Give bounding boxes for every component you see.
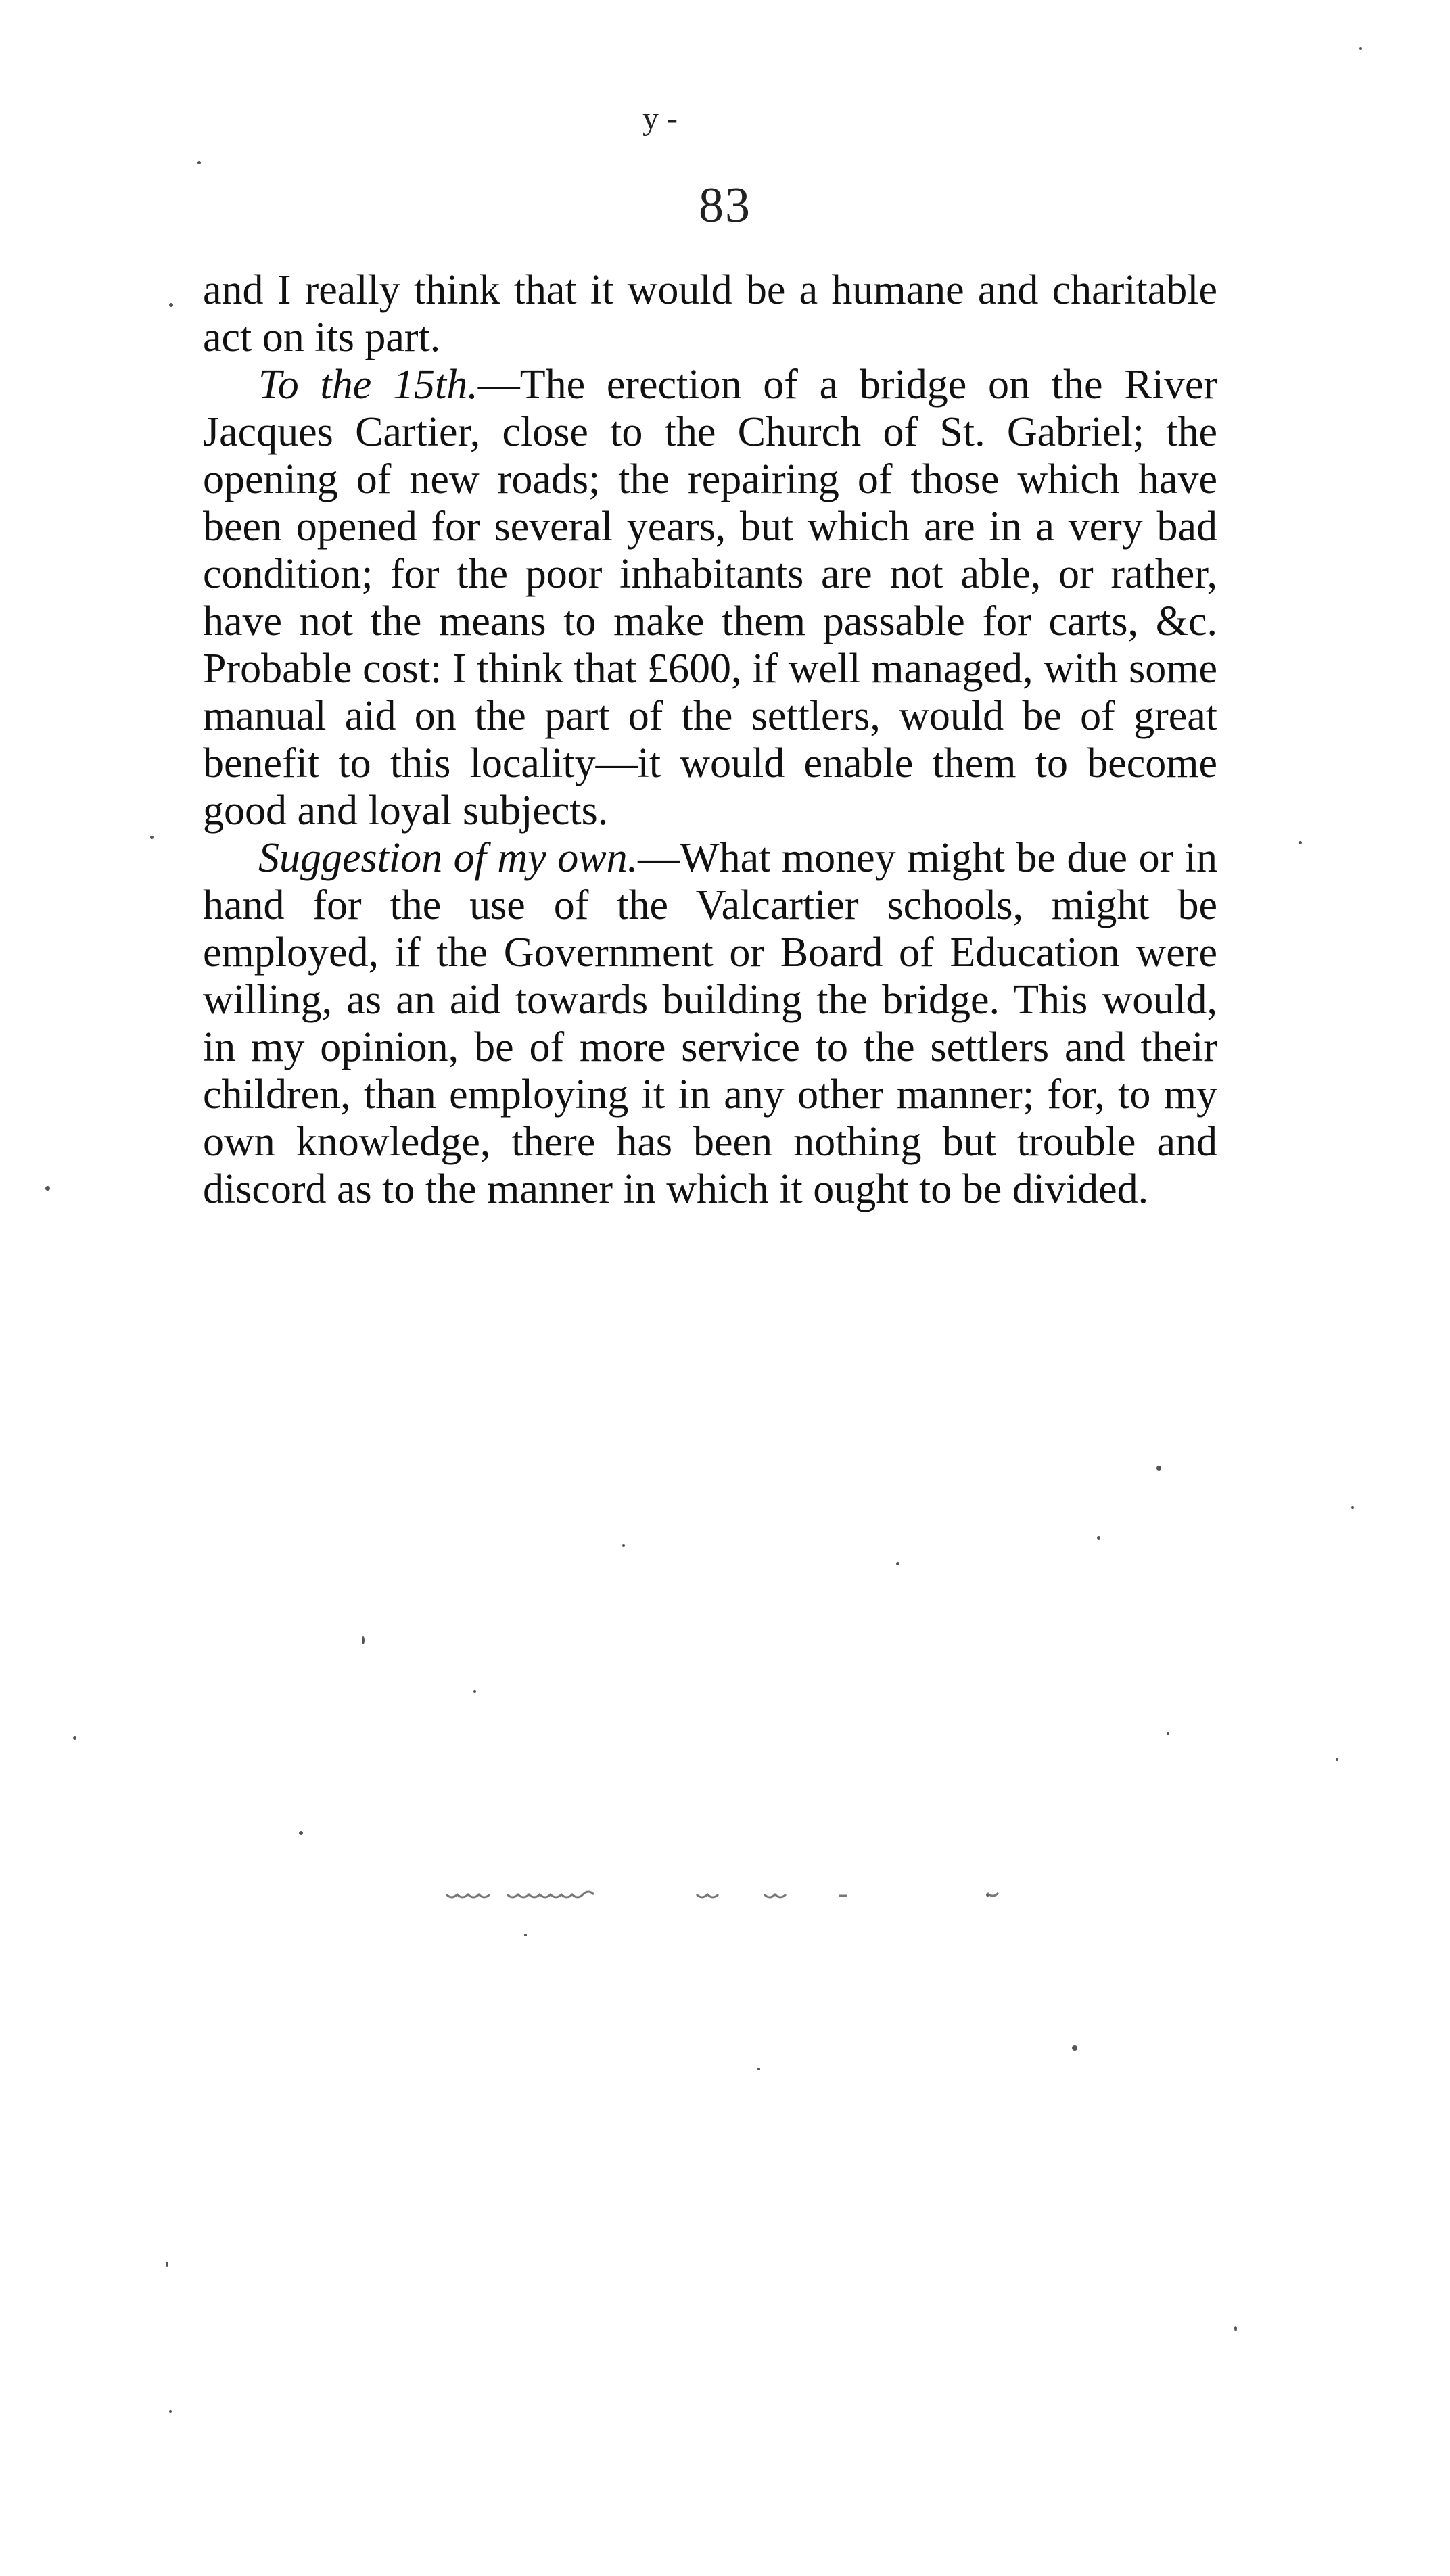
scan-speck xyxy=(166,2262,168,2267)
faint-scan-marks-svg xyxy=(446,1886,1069,1903)
scan-speck xyxy=(1072,2045,1077,2051)
scan-speck xyxy=(1156,1466,1161,1471)
scan-speck xyxy=(45,1186,50,1191)
scan-speck xyxy=(73,1736,76,1740)
paragraph-fifteenth-lead: To the 15th. xyxy=(258,362,478,408)
scan-speck xyxy=(362,1636,365,1644)
scan-speck xyxy=(1299,841,1302,844)
paragraph-suggestion xyxy=(203,834,1217,1213)
scan-speck xyxy=(150,836,154,839)
scan-speck xyxy=(169,2410,172,2413)
scan-speck xyxy=(757,2068,760,2070)
paragraph-suggestion-lead: Suggestion of my own. xyxy=(258,835,638,881)
page-number: 83 xyxy=(699,178,751,233)
faint-scan-marks xyxy=(446,1886,1069,1903)
scan-speck xyxy=(1351,1506,1354,1509)
top-margin-mark: y - xyxy=(642,101,678,137)
scan-speck xyxy=(524,1934,527,1936)
paragraph-fifteenth-text: —The erection of a bridge on the River Jacques Cartier, close to the Church of St. Gabriel; the opening of new roads; the repairing of those which have been opened for several years, but which are in a very bad condition; for the poor inhabitants are not able, or rather, have not the means to make them passable for carts, &c. Probable cost: I think that £600, if well managed, with some manual aid on the part of the settlers, would be of great benefit to this locality—it would enable them to become good and loyal subjects. xyxy=(203,362,1218,834)
paragraph-suggestion-text: —What money might be due or in hand for the use of the Valcartier schools, might be employed, if the Government or Board of Education were willing, as an aid towards building the bridge. This would, in my opinion, be of more service to the settlers and their children, than employing it in any other manner; for, to my own knowledge, there has been nothing but trouble and discord as to the manner in which it ought to be divided. xyxy=(203,835,1217,1212)
scan-speck xyxy=(299,1831,303,1835)
page-text xyxy=(203,266,1217,1213)
scan-speck xyxy=(1336,1758,1338,1761)
paragraph-fifteenth xyxy=(203,361,1217,834)
scan-speck xyxy=(197,161,201,164)
scan-speck xyxy=(1167,1732,1169,1735)
paragraph-continuation: and I really think that it would be a humane and charitable act on its part. xyxy=(203,267,1217,360)
scan-speck xyxy=(473,1690,476,1693)
scan-speck xyxy=(896,1562,899,1565)
scan-speck xyxy=(1097,1536,1100,1540)
scan-speck xyxy=(169,303,173,307)
scan-speck xyxy=(1234,2326,1237,2331)
scan-speck xyxy=(622,1544,625,1547)
scan-speck xyxy=(1359,47,1362,50)
